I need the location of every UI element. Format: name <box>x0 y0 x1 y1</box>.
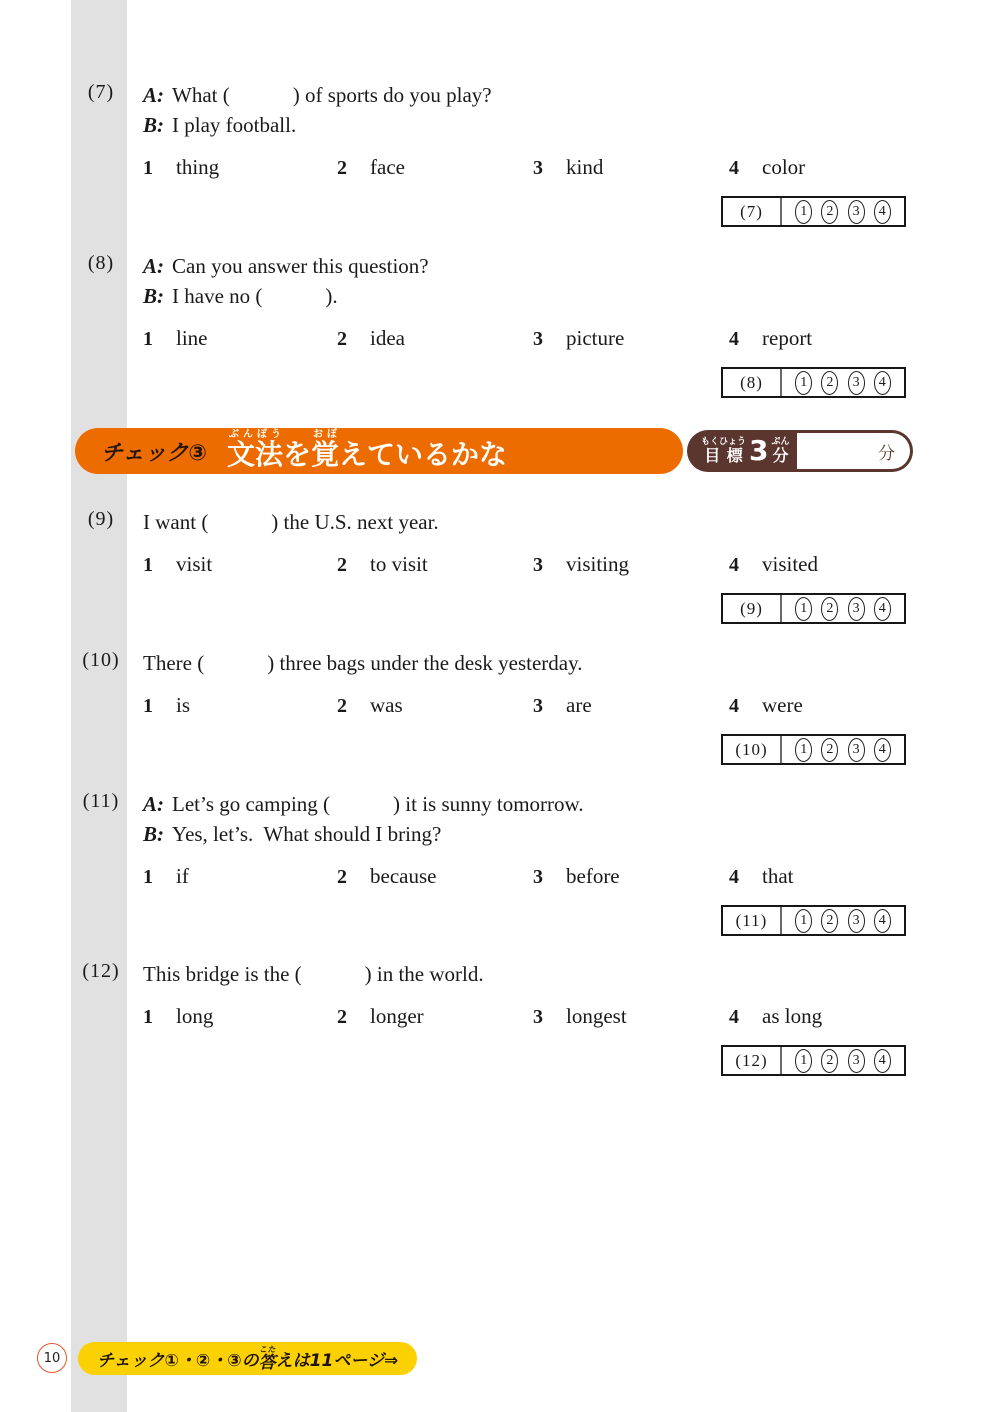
option-1 <box>143 323 337 354</box>
option-number: 1 <box>143 866 153 888</box>
option-number: 4 <box>729 157 739 179</box>
options-row <box>143 152 1000 183</box>
option-label: were <box>762 693 803 717</box>
answer-box-label: (12) <box>723 1047 782 1074</box>
goal-minutes: 3 <box>749 434 769 467</box>
option-2 <box>337 549 533 580</box>
option-label: as long <box>762 1004 823 1028</box>
section-banner <box>75 428 683 474</box>
question-9 <box>0 507 1000 624</box>
option-number: 2 <box>337 554 347 576</box>
answer-box <box>721 1045 906 1076</box>
answer-box-label: (8) <box>723 369 782 396</box>
option-3 <box>533 861 729 892</box>
question-line <box>143 80 1000 110</box>
question-text: This bridge is the ( ) in the world. <box>143 962 484 986</box>
answer-box-label: (10) <box>723 736 782 763</box>
option-number: 3 <box>533 157 543 179</box>
option-number: 4 <box>729 328 739 350</box>
answer-box <box>721 196 906 227</box>
option-number: 4 <box>729 695 739 717</box>
option-label: picture <box>566 326 625 350</box>
option-2 <box>337 690 533 721</box>
option-4 <box>729 861 1000 892</box>
option-4 <box>729 690 1000 721</box>
question-11 <box>0 789 1000 936</box>
question-line <box>143 110 1000 140</box>
write-in-unit: 分 <box>878 443 895 464</box>
question-line <box>143 819 1000 849</box>
title-segment: えているかな <box>339 438 508 471</box>
speaker-label: B: <box>143 113 164 137</box>
answer-bubble-3[interactable]: 3 <box>848 1049 865 1073</box>
option-label: is <box>176 693 191 717</box>
question-line <box>143 959 1000 989</box>
answer-box <box>721 367 906 398</box>
note-segment: 答こた <box>258 1344 276 1373</box>
option-3 <box>533 323 729 354</box>
option-label: color <box>762 155 806 179</box>
option-2 <box>337 323 533 354</box>
answer-bubble-2[interactable]: 2 <box>821 1049 838 1073</box>
goal-time-text <box>701 430 790 472</box>
option-label: to visit <box>370 552 428 576</box>
options-row <box>143 1001 1000 1032</box>
options-row <box>143 549 1000 580</box>
option-label: face <box>370 155 405 179</box>
question-text: Let’s go camping ( ) it is sunny tomorrow. <box>172 792 584 816</box>
option-1 <box>143 152 337 183</box>
question-text: I play football. <box>172 113 297 137</box>
speaker-label: A: <box>143 792 164 816</box>
answer-bubbles <box>782 595 904 622</box>
option-1 <box>143 861 337 892</box>
option-3 <box>533 152 729 183</box>
answer-bubble-1[interactable]: 1 <box>795 1049 812 1073</box>
option-label: kind <box>566 155 604 179</box>
answer-bubble-3[interactable]: 3 <box>848 909 865 933</box>
question-lines <box>143 251 1000 311</box>
answer-bubble-2[interactable]: 2 <box>821 597 838 621</box>
title-segment: 法ぽう <box>254 429 283 471</box>
option-number: 2 <box>337 328 347 350</box>
answer-box-label: (7) <box>723 198 782 225</box>
answer-bubble-2[interactable]: 2 <box>821 909 838 933</box>
answer-box <box>721 734 906 765</box>
time-write-in-box[interactable] <box>797 433 910 469</box>
answer-bubble-3[interactable]: 3 <box>848 738 865 762</box>
option-3 <box>533 549 729 580</box>
question-lines <box>143 959 1000 989</box>
option-label: idea <box>370 326 405 350</box>
speaker-label: B: <box>143 822 164 846</box>
answer-bubble-3[interactable]: 3 <box>848 371 865 395</box>
question-lines <box>143 789 1000 849</box>
question-text: I have no ( ). <box>172 284 338 308</box>
answer-bubbles <box>782 1047 904 1074</box>
goal-time-pill <box>687 430 913 472</box>
question-text: There ( ) three bags under the desk yesterday. <box>143 651 583 675</box>
answer-bubble-4[interactable]: 4 <box>874 738 891 762</box>
goal-unit: 分ぷん <box>771 436 790 465</box>
option-number: 1 <box>143 157 153 179</box>
answer-box <box>721 593 906 624</box>
answer-box-label: (9) <box>723 595 782 622</box>
option-3 <box>533 690 729 721</box>
question-text: Yes, let’s. What should I bring? <box>172 822 442 846</box>
option-number: 1 <box>143 695 153 717</box>
answer-bubble-1[interactable]: 1 <box>795 738 812 762</box>
question-line <box>143 789 1000 819</box>
answer-bubble-4[interactable]: 4 <box>874 200 891 224</box>
page-number: 10 <box>43 1350 61 1366</box>
question-8 <box>0 251 1000 398</box>
title-segment: を <box>283 438 312 471</box>
option-1 <box>143 690 337 721</box>
option-3 <box>533 1001 729 1032</box>
option-number: 4 <box>729 866 739 888</box>
question-line <box>143 648 1000 678</box>
answer-bubble-3[interactable]: 3 <box>848 597 865 621</box>
option-label: visited <box>762 552 818 576</box>
option-2 <box>337 152 533 183</box>
option-label: before <box>566 864 620 888</box>
answer-bubbles <box>782 369 904 396</box>
option-4 <box>729 152 1000 183</box>
question-number: (12) <box>82 960 120 982</box>
section-title <box>227 429 507 473</box>
question-number: (8) <box>87 252 115 274</box>
option-label: that <box>762 864 794 888</box>
option-label: longest <box>566 1004 627 1028</box>
question-lines <box>143 507 1000 537</box>
option-label: because <box>370 864 437 888</box>
answer-bubble-2[interactable]: 2 <box>821 738 838 762</box>
answer-bubble-4[interactable]: 4 <box>874 371 891 395</box>
option-label: line <box>176 326 208 350</box>
speaker-label: B: <box>143 284 164 308</box>
question-lines <box>143 80 1000 140</box>
question-text: Can you answer this question? <box>172 254 429 278</box>
question-number: (11) <box>82 790 120 812</box>
answer-bubble-2[interactable]: 2 <box>821 371 838 395</box>
option-label: was <box>370 693 403 717</box>
answer-box <box>721 905 906 936</box>
option-1 <box>143 1001 337 1032</box>
option-number: 2 <box>337 695 347 717</box>
goal-label: 目標もくひょう <box>701 436 747 465</box>
answer-bubble-1[interactable]: 1 <box>795 597 812 621</box>
option-number: 2 <box>337 1006 347 1028</box>
answer-bubbles <box>782 907 904 934</box>
question-line <box>143 507 1000 537</box>
note-segment: えは11ページ⇒ <box>275 1351 399 1371</box>
option-number: 3 <box>533 328 543 350</box>
option-4 <box>729 549 1000 580</box>
option-number: 3 <box>533 695 543 717</box>
option-2 <box>337 1001 533 1032</box>
speaker-label: A: <box>143 83 164 107</box>
options-row <box>143 323 1000 354</box>
question-lines <box>143 648 1000 678</box>
option-2 <box>337 861 533 892</box>
option-number: 2 <box>337 866 347 888</box>
option-label: if <box>176 864 189 888</box>
answer-bubbles <box>782 736 904 763</box>
option-4 <box>729 1001 1000 1032</box>
answer-bubble-3[interactable]: 3 <box>848 200 865 224</box>
answer-bubble-1[interactable]: 1 <box>795 909 812 933</box>
option-number: 3 <box>533 1006 543 1028</box>
option-number: 4 <box>729 1006 739 1028</box>
option-label: visiting <box>566 552 630 576</box>
option-number: 2 <box>337 157 347 179</box>
question-number: (7) <box>87 81 115 103</box>
option-label: report <box>762 326 813 350</box>
option-1 <box>143 549 337 580</box>
question-text: I want ( ) the U.S. next year. <box>143 510 439 534</box>
note-segment: チェック①・②・③の <box>97 1351 259 1371</box>
options-row <box>143 690 1000 721</box>
question-7 <box>0 80 1000 227</box>
title-segment: 文ぶん <box>226 429 255 471</box>
question-number: (10) <box>82 649 120 671</box>
question-10 <box>0 648 1000 765</box>
page-number-badge <box>37 1343 67 1373</box>
answer-bubble-4[interactable]: 4 <box>874 1049 891 1073</box>
option-number: 1 <box>143 1006 153 1028</box>
option-label: are <box>566 693 592 717</box>
question-12 <box>0 959 1000 1076</box>
option-label: thing <box>176 155 220 179</box>
option-number: 1 <box>143 328 153 350</box>
option-label: long <box>176 1004 214 1028</box>
question-number: (9) <box>87 508 115 530</box>
check-label: チェック③ <box>101 440 207 466</box>
options-row <box>143 861 1000 892</box>
speaker-label: A: <box>143 254 164 278</box>
answer-box-label: (11) <box>723 907 782 934</box>
answer-bubble-1[interactable]: 1 <box>795 371 812 395</box>
answer-bubbles <box>782 198 904 225</box>
question-line <box>143 281 1000 311</box>
answer-bubble-4[interactable]: 4 <box>874 597 891 621</box>
option-label: visit <box>176 552 213 576</box>
option-number: 4 <box>729 554 739 576</box>
option-number: 3 <box>533 554 543 576</box>
option-4 <box>729 323 1000 354</box>
option-label: longer <box>370 1004 424 1028</box>
option-number: 1 <box>143 554 153 576</box>
answer-bubble-1[interactable]: 1 <box>795 200 812 224</box>
answer-bubble-2[interactable]: 2 <box>821 200 838 224</box>
answers-location-note <box>78 1342 417 1375</box>
question-line <box>143 251 1000 281</box>
question-text: What ( ) of sports do you play? <box>172 83 492 107</box>
answer-bubble-4[interactable]: 4 <box>874 909 891 933</box>
option-number: 3 <box>533 866 543 888</box>
title-segment: 覚おぼ <box>311 429 340 471</box>
